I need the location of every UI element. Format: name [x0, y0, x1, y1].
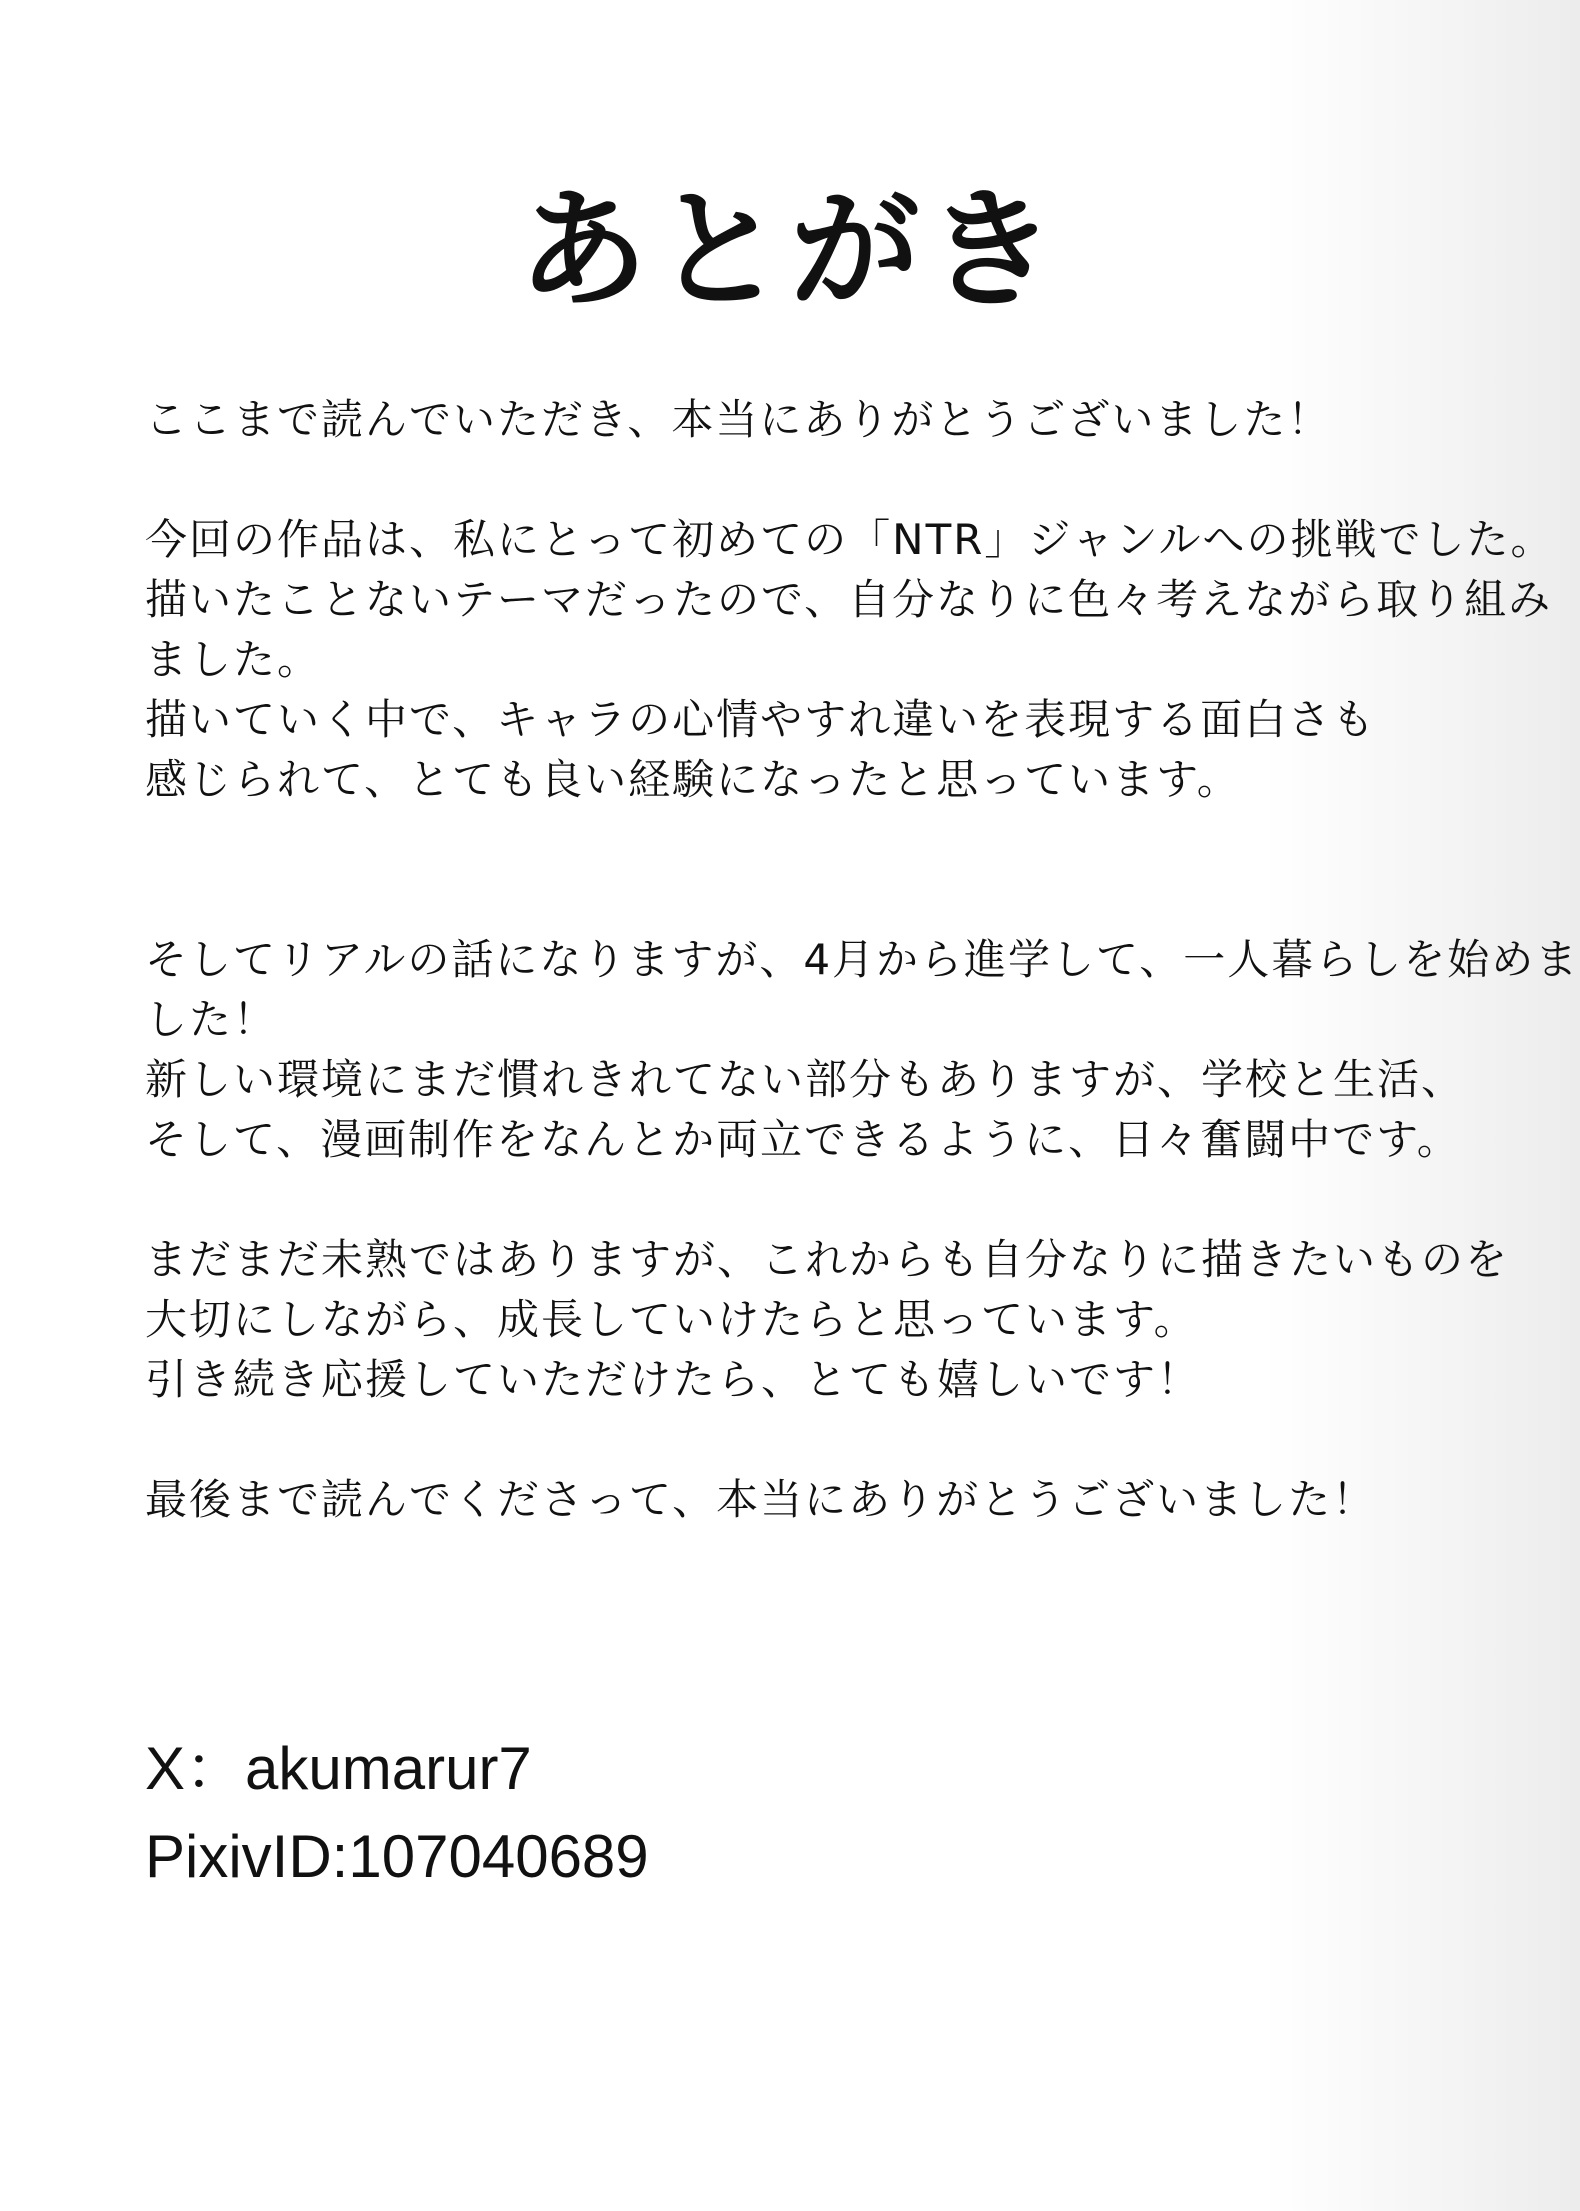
text-line: した！: [145, 995, 278, 1044]
paragraph-about-work: [145, 510, 1555, 810]
text-line: ここまで読んでいただき、本当にありがとうございました！: [145, 395, 1332, 444]
paragraph-closing: [145, 1470, 1535, 1530]
text-line: 引き続き応援していただけたら、とても嬉しいです！: [145, 1355, 1202, 1404]
page-title: あとがき: [517, 173, 1062, 326]
paragraph-thanks: [145, 390, 1535, 450]
paragraph-spacer: [145, 1410, 1535, 1470]
text-line: まだまだ未熟ではありますが、これからも自分なりに描きたいものを: [145, 1235, 1510, 1284]
text-line: そして、漫画制作をなんとか両立できるように、日々奮闘中です。: [145, 1115, 1461, 1164]
afterword-body: [145, 390, 1580, 1530]
text-line: 新しい環境にまだ慣れきれてない部分もありますが、学校と生活、: [145, 1055, 1466, 1104]
author-credits: [145, 1725, 649, 1901]
text-line: 今回の作品は、私にとって初めての「NTR」ジャンルへの挑戦でした。: [145, 515, 1555, 564]
pixiv-id: PixivID:107040689: [145, 1823, 649, 1890]
paragraph-spacer: [145, 1170, 1535, 1230]
text-line: 描いたことないテーマだったので、自分なりに色々考えながら取り組み: [145, 575, 1553, 624]
paragraph-future: [145, 1230, 1535, 1410]
text-line: 最後まで読んでくださって、本当にありがとうございました！: [145, 1475, 1377, 1524]
text-line: 感じられて、とても良い経験になったと思っています。: [145, 755, 1241, 804]
x-account-handle: X：akumarur7: [145, 1735, 532, 1802]
paragraph-spacer: [145, 810, 1535, 930]
text-line: ました。: [145, 635, 322, 684]
paragraph-spacer: [145, 450, 1535, 510]
paragraph-personal-news: [145, 930, 1580, 1170]
text-line: そしてリアルの話になりますが、4月から進学して、一人暮らしを始めま: [145, 935, 1580, 984]
text-line: 描いていく中で、キャラの心情やすれ違いを表現する面白さも: [145, 695, 1377, 744]
text-line: 大切にしながら、成長していけたらと思っています。: [145, 1295, 1198, 1344]
